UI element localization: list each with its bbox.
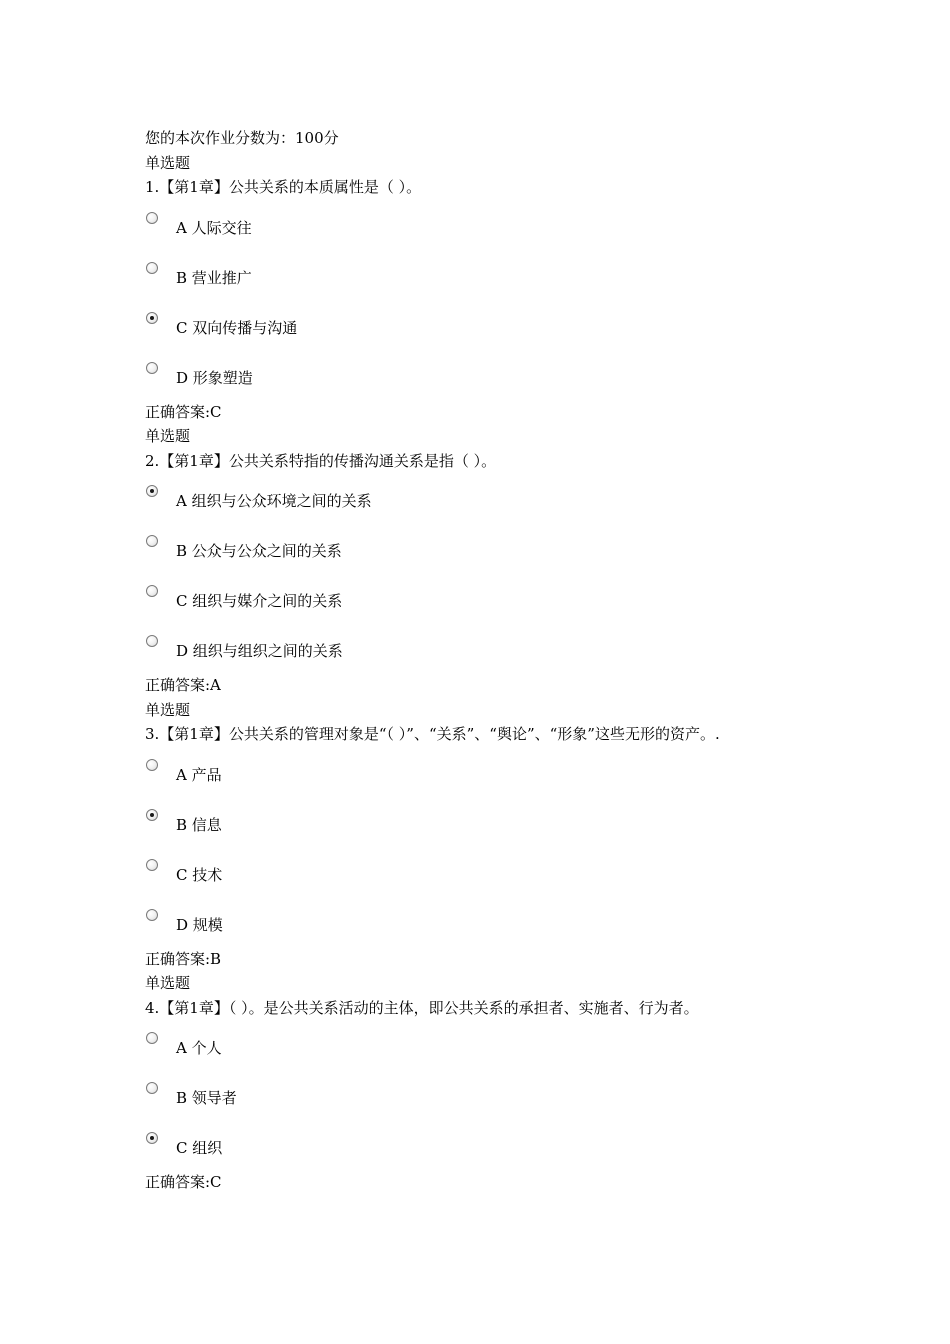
question-type: 单选题: [145, 427, 191, 445]
correct-answer: 正确答案:B: [145, 949, 222, 968]
radio-button[interactable]: [146, 909, 158, 921]
question-2: [145, 424, 815, 698]
option-label: A 个人: [176, 1039, 222, 1057]
option-label: A 人际交往: [176, 218, 252, 237]
option-d[interactable]: [145, 623, 815, 673]
option-label: D 规模: [176, 915, 223, 934]
correct-answer: 正确答案:A: [145, 676, 221, 694]
question-1: [145, 151, 815, 425]
option-c[interactable]: [145, 300, 815, 350]
option-a[interactable]: [145, 747, 815, 797]
radio-button[interactable]: [146, 1082, 158, 1094]
correct-answer: 正确答案:C: [145, 402, 222, 421]
option-label: C 双向传播与沟通: [176, 318, 298, 337]
radio-button[interactable]: [146, 485, 158, 497]
option-a[interactable]: [145, 1020, 815, 1070]
option-c[interactable]: [145, 847, 815, 897]
option-b[interactable]: [145, 523, 815, 573]
option-label: B 公众与公众之间的关系: [176, 542, 342, 560]
option-d[interactable]: [145, 897, 815, 947]
question-type: 单选题: [145, 153, 191, 172]
radio-button[interactable]: [146, 809, 158, 821]
option-label: C 技术: [176, 865, 223, 884]
option-label: B 营业推广: [176, 268, 252, 287]
option-list: [145, 200, 815, 400]
radio-button[interactable]: [146, 859, 158, 871]
question-3: [145, 698, 815, 972]
radio-button[interactable]: [146, 1032, 158, 1044]
radio-button[interactable]: [146, 362, 158, 374]
correct-answer: 正确答案:C: [145, 1173, 222, 1191]
radio-button[interactable]: [146, 585, 158, 597]
question-type: 单选题: [145, 974, 191, 992]
radio-button[interactable]: [146, 635, 158, 647]
radio-button[interactable]: [146, 759, 158, 771]
question-stem: 2.【第1章】公共关系特指的传播沟通关系是指（ ）。: [145, 451, 497, 470]
option-c[interactable]: [145, 1120, 815, 1170]
option-list: [145, 1020, 815, 1170]
option-list: [145, 473, 815, 673]
option-b[interactable]: [145, 250, 815, 300]
option-c[interactable]: [145, 573, 815, 623]
option-label: B 信息: [176, 815, 222, 834]
question-type: 单选题: [145, 700, 191, 719]
question-stem: 4.【第1章】（ ）。是公共关系活动的主体，即公共关系的承担者、实施者、行为者。: [145, 998, 699, 1017]
radio-button[interactable]: [146, 1132, 158, 1144]
radio-button[interactable]: [146, 535, 158, 547]
radio-button[interactable]: [146, 262, 158, 274]
option-d[interactable]: [145, 350, 815, 400]
homework-result-page: [145, 126, 815, 1195]
option-label: C 组织: [176, 1139, 223, 1157]
option-b[interactable]: [145, 1070, 815, 1120]
question-stem: 3.【第1章】公共关系的管理对象是“（ ）”、“关系”、“舆论”、“形象”这些无形的资产。.: [145, 725, 720, 743]
option-b[interactable]: [145, 797, 815, 847]
option-label: A 产品: [176, 765, 222, 784]
radio-button[interactable]: [146, 312, 158, 324]
score-line: 您的本次作业分数为：100分: [145, 129, 339, 147]
option-label: B 领导者: [176, 1089, 237, 1107]
option-label: A 组织与公众环境之间的关系: [176, 492, 372, 510]
option-label: D 形象塑造: [176, 368, 253, 387]
option-a[interactable]: [145, 473, 815, 523]
question-4: [145, 971, 815, 1195]
radio-button[interactable]: [146, 212, 158, 224]
option-a[interactable]: [145, 200, 815, 250]
option-label: C 组织与媒介之间的关系: [176, 592, 343, 610]
question-stem: 1.【第1章】公共关系的本质属性是（ ）。: [145, 178, 422, 196]
option-label: D 组织与组织之间的关系: [176, 642, 343, 660]
option-list: [145, 747, 815, 947]
